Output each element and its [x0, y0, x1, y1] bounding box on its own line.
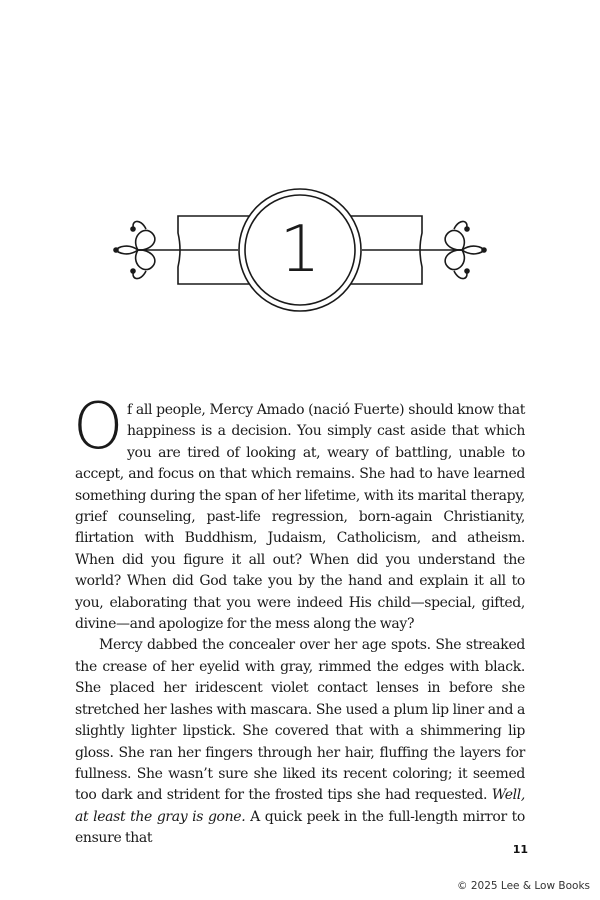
paragraph-2-italic: Well, at least the gray is gone. [75, 787, 525, 825]
paragraph-1 [73, 390, 525, 635]
page-number: 11 [512, 843, 528, 856]
drop-cap: O [73, 390, 124, 464]
paragraph-2-text-start: Mercy dabbed the concealer over her age spots. She streaked the crease of her eyelid with gray, rimmed the edges with black. She placed her iridescent violet contact lenses in before she stretched her lashes with mascara. She used a plum lip liner and a slightly lighter lipstick. She covered that with a shimmering lip gloss. She ran her fingers through her hair, fluffing the layers for fullness. She wasn’t sure she liked its recent coloring; it seemed too dark and strident for the frosted tips she had requested. [75, 637, 525, 804]
paragraph-2 [75, 635, 525, 849]
chapter-body [73, 390, 526, 850]
paragraph-2-text-end: A quick peek in the full-length mirror to ensure that [75, 808, 526, 847]
chapter-number: 1 [279, 213, 321, 287]
paragraph-1-text: f all people, Mercy Amado (nació Fuerte) should know that happiness is a decision. You simply cast aside that which you are tired of looking at, weary of battling, unable to accept, and focus on that which remains. She had to have learned something during the span of her lifetime, with its marital therapy, grief counseling, past-life regression, born-again Christianity, flirtation with Buddhism, Judaism, Catholicism, and atheism. When did you figure it all out? When did you understand the world? When did God take you by the hand and explain it all to you, elaborating that you were indeed His child—special, gifted, divine—and apologize for the mess along the way? [75, 402, 525, 633]
copyright-notice: © 2025 Lee & Low Books [457, 880, 590, 892]
